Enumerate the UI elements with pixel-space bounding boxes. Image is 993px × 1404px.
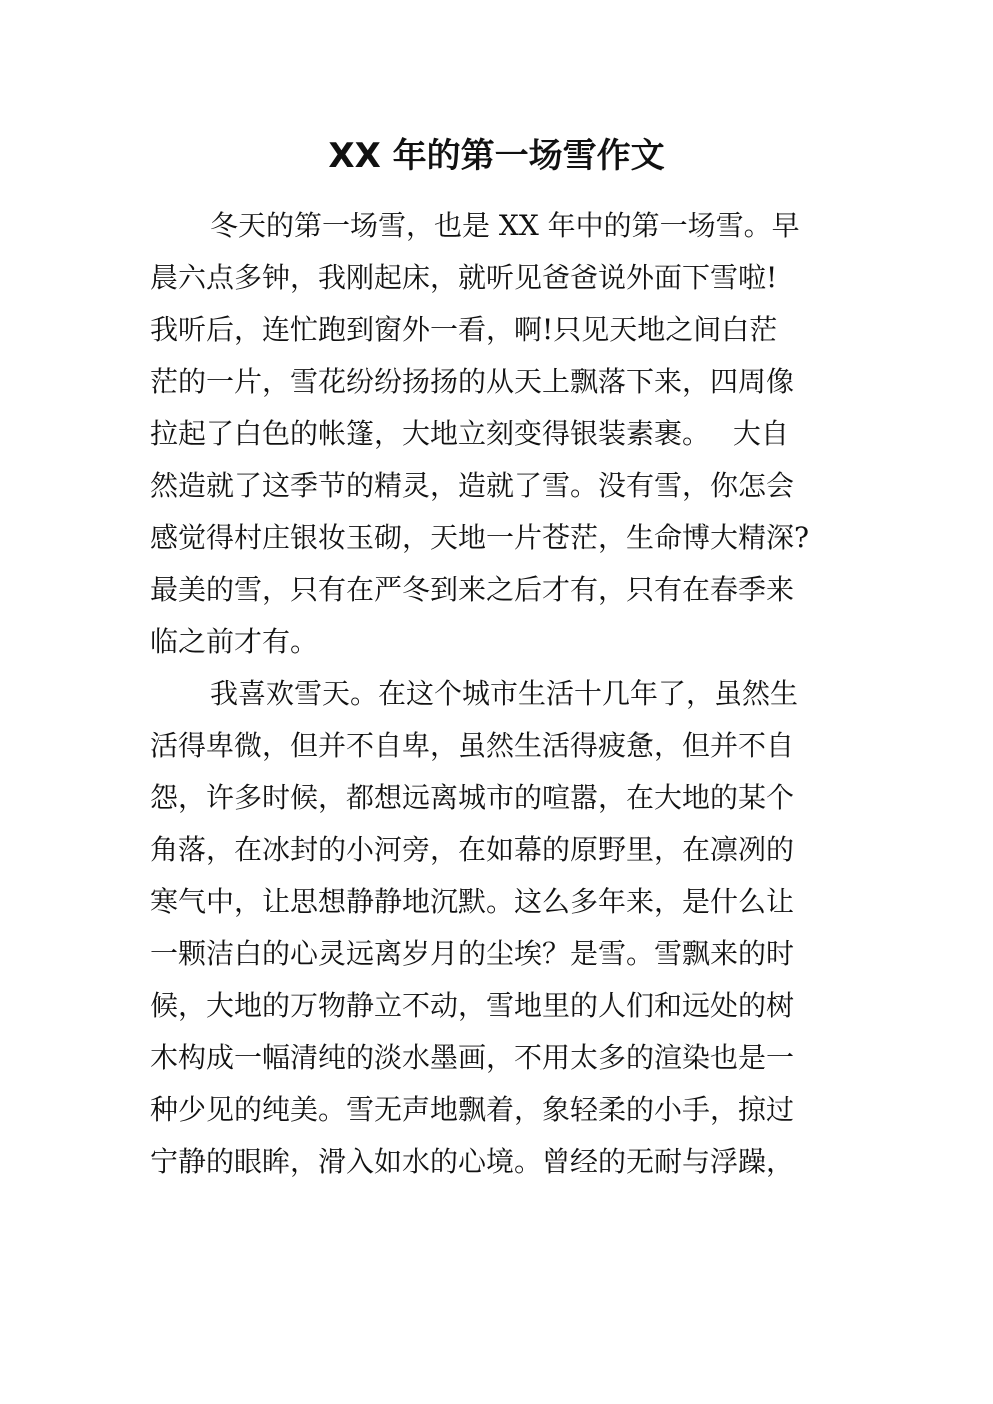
paragraph-line: 木构成一幅清纯的淡水墨画，不用太多的渲染也是一 <box>150 1041 795 1074</box>
paragraph-line: 茫的一片，雪花纷纷扬扬的从天上飘落下来，四周像 <box>150 365 795 398</box>
paragraph-line: 候，大地的万物静立不动，雪地里的人们和远处的树 <box>150 989 795 1022</box>
paragraph-line: 临之前才有。 <box>150 625 319 658</box>
paragraph-line: 角落，在冰封的小河旁，在如幕的原野里，在凛冽的 <box>150 833 795 866</box>
document-title: XX 年的第一场雪作文 <box>328 136 665 176</box>
paragraph-line: 寒气中，让思想静静地沉默。这么多年来，是什么让 <box>150 885 795 918</box>
paragraph-line: 冬天的第一场雪，也是 XX 年中的第一场雪。早 <box>210 209 800 242</box>
paragraph-1 <box>150 200 850 668</box>
paragraph-line: 晨六点多钟，我刚起床，就听见爸爸说外面下雪啦! <box>150 261 778 294</box>
paragraph-2 <box>150 668 850 1188</box>
document-body <box>150 200 850 1188</box>
paragraph-line: 活得卑微，但并不自卑，虽然生活得疲惫，但并不自 <box>150 729 795 762</box>
paragraph-line: 我听后，连忙跑到窗外一看，啊!只见天地之间白茫 <box>150 313 778 346</box>
paragraph-line: 感觉得村庄银妆玉砌，天地一片苍茫，生命博大精深? <box>150 521 810 554</box>
paragraph-line: 怨，许多时候，都想远离城市的喧嚣，在大地的某个 <box>150 781 795 814</box>
paragraph-line: 宁静的眼眸，滑入如水的心境。曾经的无耐与浮躁， <box>150 1145 795 1178</box>
paragraph-line: 一颗洁白的心灵远离岁月的尘埃？是雪。雪飘来的时 <box>150 937 795 970</box>
paragraph-line: 种少见的纯美。雪无声地飘着，象轻柔的小手，掠过 <box>150 1093 795 1126</box>
paragraph-line: 拉起了白色的帐篷，大地立刻变得银装素裹。 大自 <box>150 417 789 450</box>
paragraph-line: 最美的雪，只有在严冬到来之后才有，只有在春季来 <box>150 573 795 606</box>
paragraph-line: 我喜欢雪天。在这个城市生活十几年了，虽然生 <box>210 677 799 710</box>
paragraph-line: 然造就了这季节的精灵，造就了雪。没有雪，你怎会 <box>150 469 795 502</box>
